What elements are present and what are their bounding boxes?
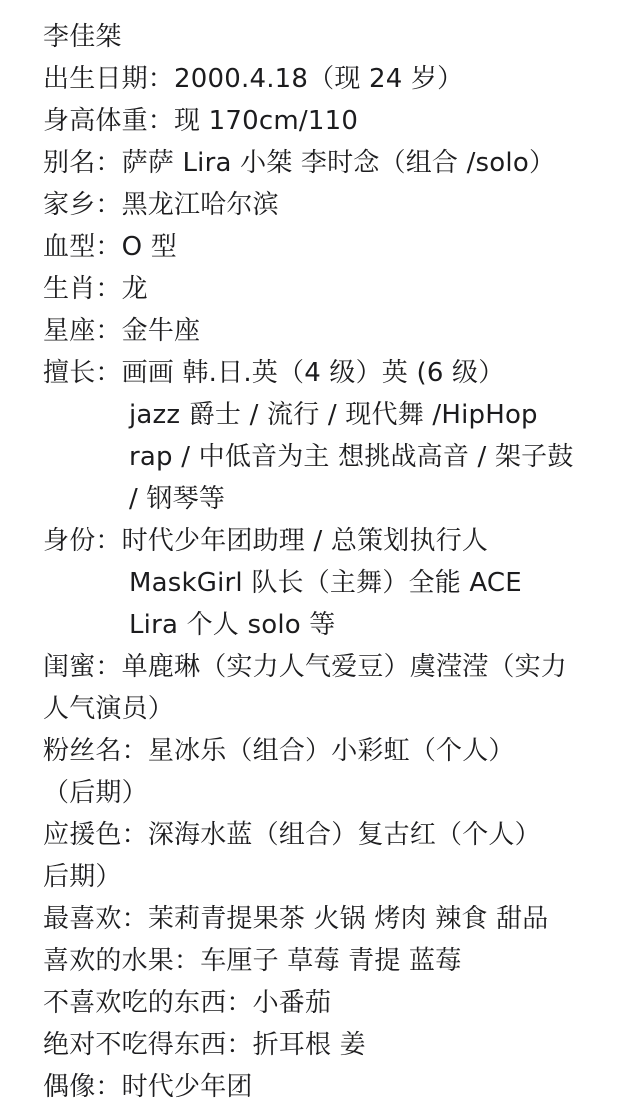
- profile-line-value: Lira 个人 solo 等: [129, 610, 336, 640]
- profile-line: [43, 310, 620, 352]
- profile-line-label: 别名：: [43, 148, 122, 178]
- profile-name: 李佳桀: [43, 22, 122, 52]
- profile-line-label: 星座：: [43, 316, 122, 346]
- profile-line-value: 现 170cm/110: [174, 106, 359, 136]
- profile-line-value: 画画 韩.日.英（4 级）英 (6 级）: [121, 358, 505, 388]
- profile-line-value: jazz 爵士 / 流行 / 现代舞 /HipHop: [129, 400, 538, 430]
- profile-line: [43, 898, 620, 940]
- profile-line-value: 萨萨 Lira 小桀 李时念（组合 /solo）: [121, 148, 556, 178]
- profile-line-label: 喜欢的水果：: [43, 946, 201, 976]
- profile-line-value: 龙: [121, 274, 148, 304]
- profile-line-label: 粉丝名：: [43, 736, 148, 766]
- profile-line-value: O 型: [121, 232, 177, 262]
- profile-line: [43, 814, 620, 856]
- profile-line-label: 家乡：: [43, 190, 122, 220]
- profile-line: [43, 856, 620, 898]
- profile-line-label: 闺蜜：: [43, 652, 122, 682]
- profile-line-value: 后期）: [43, 862, 122, 892]
- profile-line: [43, 940, 620, 982]
- profile-line: [43, 100, 620, 142]
- profile-line-value: 深海水蓝（组合）复古红（个人）: [147, 820, 541, 850]
- profile-line: [43, 1024, 620, 1066]
- profile-line: [43, 184, 620, 226]
- profile-line: [43, 1066, 620, 1108]
- profile-line-value: 星冰乐（组合）小彩虹（个人）: [147, 736, 515, 766]
- profile-line: [43, 436, 620, 478]
- profile-line-label: 生肖：: [43, 274, 122, 304]
- profile-line-value: 时代少年团: [121, 1072, 253, 1102]
- profile-line-value: 2000.4.18（现 24 岁）: [174, 64, 464, 94]
- profile-line-value: / 钢琴等: [129, 484, 226, 514]
- profile-line-label: 出生日期：: [43, 64, 175, 94]
- profile-line: [43, 268, 620, 310]
- profile-line: [43, 352, 620, 394]
- profile-line-value: 折耳根 姜: [252, 1030, 366, 1060]
- profile-line-value: （后期）: [43, 778, 148, 808]
- profile-line-label: 擅长：: [43, 358, 122, 388]
- profile-line-label: 绝对不吃得东西：: [43, 1030, 253, 1060]
- profile-lines: [43, 58, 620, 1108]
- profile-line: [43, 394, 620, 436]
- profile-line: [43, 688, 620, 730]
- profile-line-value: 人气演员）: [43, 694, 175, 724]
- profile-line: [43, 562, 620, 604]
- profile-line-label: 身高体重：: [43, 106, 175, 136]
- profile-line: [43, 982, 620, 1024]
- profile-line: [43, 646, 620, 688]
- profile-line: [43, 772, 620, 814]
- profile-line: [43, 604, 620, 646]
- profile-line: [43, 142, 620, 184]
- profile-line: [43, 226, 620, 268]
- profile-line-value: 车厘子 草莓 青提 蓝莓: [200, 946, 462, 976]
- profile-line: [43, 58, 620, 100]
- profile-line-value: 黑龙江哈尔滨: [121, 190, 279, 220]
- profile-line: [43, 730, 620, 772]
- profile-line: [43, 520, 620, 562]
- profile-line: [43, 478, 620, 520]
- profile-line-value: 单鹿琳（实力人气爱豆）虞滢滢（实力: [121, 652, 568, 682]
- profile-line-label: 应援色：: [43, 820, 148, 850]
- profile-line-label: 血型：: [43, 232, 122, 262]
- profile-line-label: 不喜欢吃的东西：: [43, 988, 253, 1018]
- profile-line-value: 茉莉青提果茶 火锅 烤肉 辣食 甜品: [147, 904, 549, 934]
- profile-line-value: rap / 中低音为主 想挑战高音 / 架子鼓: [129, 442, 574, 472]
- profile-line-label: 偶像：: [43, 1072, 122, 1102]
- profile-line-value: 时代少年团助理 / 总策划执行人: [121, 526, 489, 556]
- profile-line-value: 小番茄: [252, 988, 332, 1018]
- profile-line-label: 身份：: [43, 526, 122, 556]
- profile-line-value: 金牛座: [121, 316, 201, 346]
- profile-line-value: MaskGirl 队长（主舞）全能 ACE: [129, 568, 522, 598]
- profile-line-label: 最喜欢：: [43, 904, 148, 934]
